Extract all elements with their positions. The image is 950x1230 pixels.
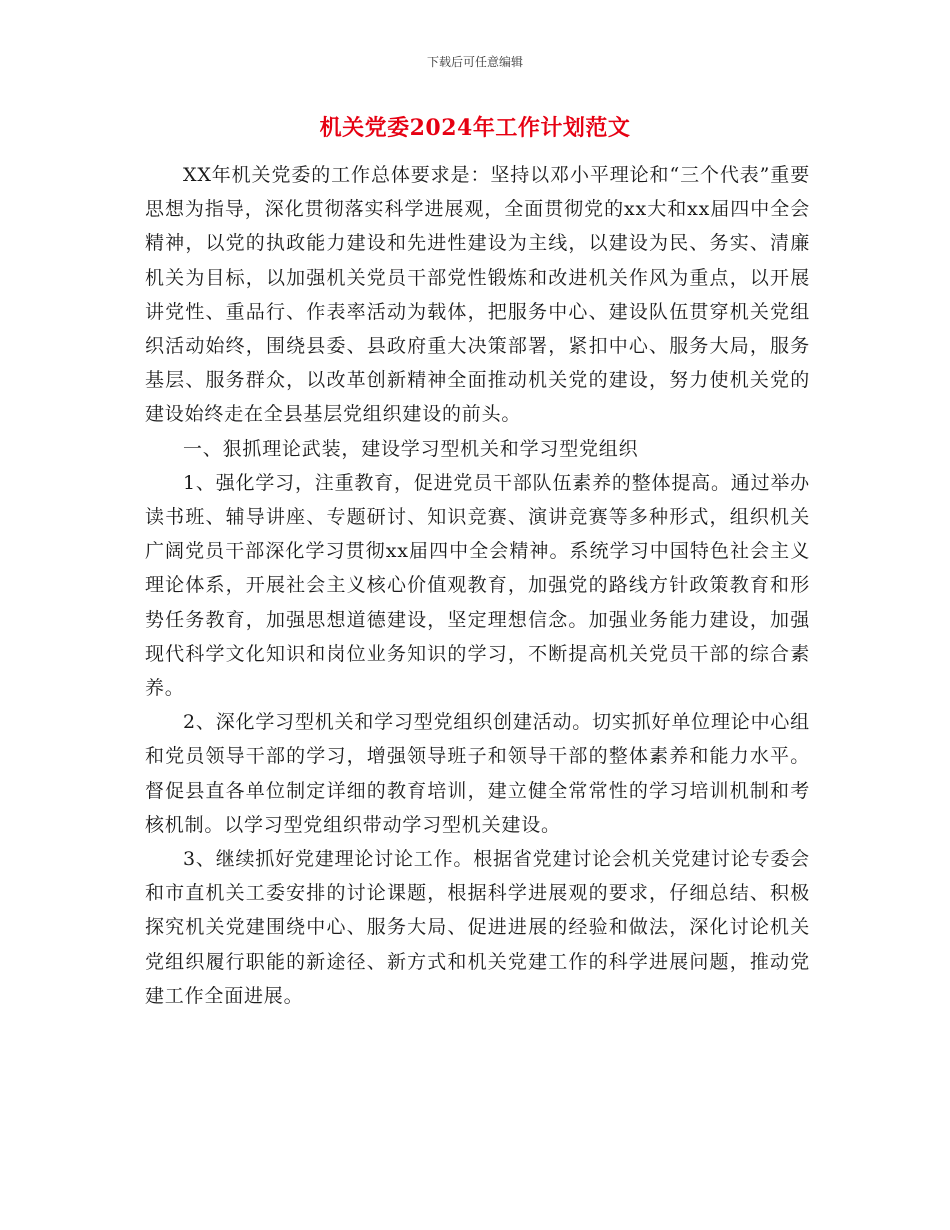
page-header-note: 下载后可任意编辑 [426, 55, 523, 69]
document-body [145, 158, 810, 1013]
item-paragraph-3: 3、继续抓好党建理论讨论工作。根据省党建讨论会机关党建讨论专委会和市直机关工委安排的讨论课题，根据科学进展观的要求，仔细总结、积极探究机关党建围绕中心、服务大局、促进进展的经验和做法，深化讨论机关党组织履行职能的新途径、新方式和机关党建工作的科学进展问题，推动党建工作全面进展。 [145, 848, 810, 1007]
item-paragraph-2: 2、深化学习型机关和学习型党组织创建活动。切实抓好单位理论中心组和党员领导干部的学习，增强领导班子和领导干部的整体素养和能力水平。督促县直各单位制定详细的教育培训，建立健全常常性的学习培训机制和考核机制。以学习型党组织带动学习型机关建设。 [145, 711, 810, 836]
document-title: 机关党委2024年工作计划范文 [319, 115, 631, 141]
section-heading-1: 一、狠抓理论武装，建设学习型机关和学习型党组织 [183, 437, 639, 460]
item-paragraph-1: 1、强化学习，注重教育，促进党员干部队伍素养的整体提高。通过举办读书班、辅导讲座、专题研讨、知识竞赛、演讲竞赛等多种形式，组织机关广阔党员干部深化学习贯彻xx届四中全会精神。系统学习中国特色社会主义理论体系，开展社会主义核心价值观教育，加强党的路线方针政策教育和形势任务教育，加强思想道德建设，坚定理想信念。加强业务能力建设，加强现代科学文化知识和岗位业务知识的学习，不断提高机关党员干部的综合素养。 [145, 471, 810, 700]
intro-paragraph: XX年机关党委的工作总体要求是：坚持以邓小平理论和“三个代表”重要思想为指导，深化贯彻落实科学进展观，全面贯彻党的xx大和xx届四中全会精神，以党的执政能力建设和先进性建设为主线，以建设为民、务实、清廉机关为目标，以加强机关党员干部党性锻炼和改进机关作风为重点，以开展讲党性、重品行、作表率活动为载体，把服务中心、建设队伍贯穿机关党组织活动始终，围绕县委、县政府重大决策部署，紧扣中心、服务大局，服务基层、服务群众，以改革创新精神全面推动机关党的建设，努力使机关党的建设始终走在全县基层党组织建设的前头。 [145, 164, 810, 426]
